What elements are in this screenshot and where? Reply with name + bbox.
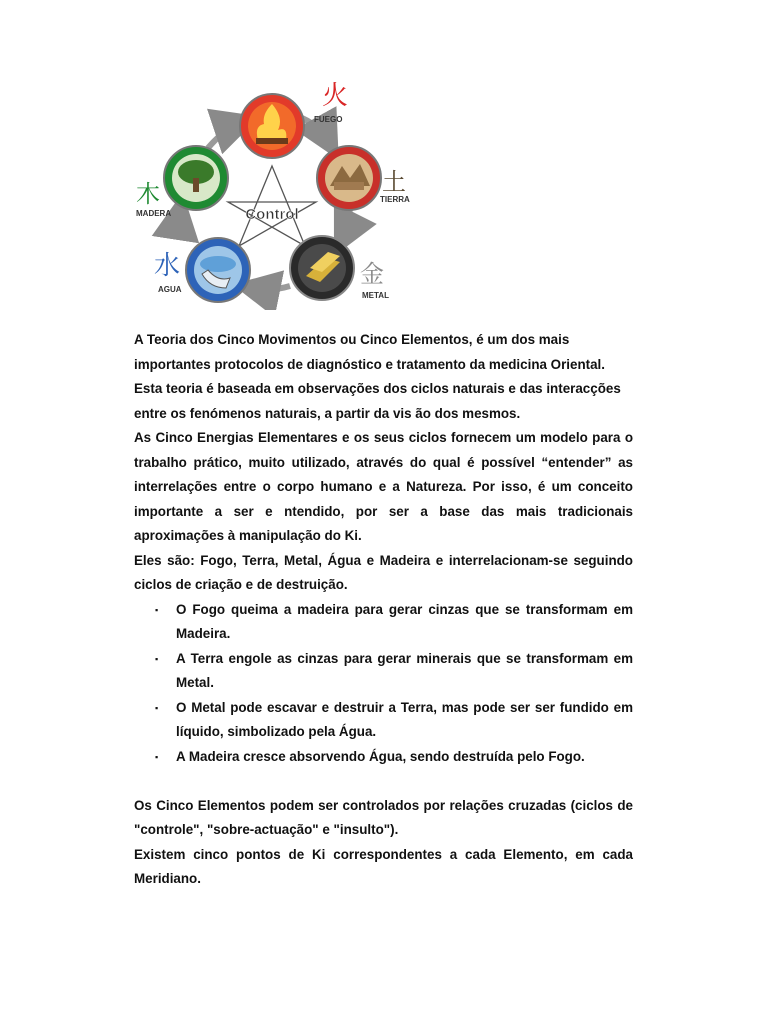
element-metal [290, 236, 389, 300]
element-fuego [240, 81, 348, 158]
list-item: ▪ O Metal pode escavar e destruir a Terra, mas pode ser ser fundido em líquido, simbolizado pela Água. [134, 696, 633, 745]
tierra-label: TIERRA [380, 195, 410, 204]
fuego-glyph: 火 [322, 81, 349, 111]
water-icon [200, 256, 236, 272]
metal-glyph: 金 [360, 260, 384, 288]
madera-label: MADERA [136, 209, 172, 218]
bullet-icon: ▪ [155, 751, 159, 762]
bullet-list [134, 598, 633, 770]
bullet-icon: ▪ [155, 604, 159, 615]
arrow-metal-to-agua [250, 286, 290, 290]
paragraph-energies: As Cinco Energias Elementares e os seus ciclos fornecem um modelo para o trabalho prático, muito utilizado, através do qual é possível “entender” as interrelações entre o corpo humano e a Natureza. Por isso, é um conceito importante a ser e ntendido, por ser a base das mais tradicionais aproximações à manipulação do Ki. [134, 430, 633, 543]
paragraph-elements: Eles são: Fogo, Terra, Metal, Água e Madeira e interrelacionam-se seguindo ciclos de criação e de destruição. [134, 552, 633, 592]
agua-label: AGUA [158, 285, 182, 294]
madera-glyph: 木 [136, 180, 160, 208]
paragraph-ki-points: Existem cinco pontos de Ki correspondentes a cada Elemento, em cada Meridiano. [134, 846, 633, 886]
paragraph-control: Os Cinco Elementos podem ser controlados por relações cruzadas (ciclos de "controle", "sobre-actuação" e "insulto"). [134, 797, 633, 837]
element-madera [136, 146, 228, 218]
control-label: Control [245, 206, 299, 223]
tierra-glyph: 土 [382, 168, 406, 196]
element-agua [154, 238, 250, 302]
list-item: ▪ A Madeira cresce absorvendo Água, sendo destruída pelo Fogo. [134, 745, 633, 770]
bullet-icon: ▪ [155, 702, 159, 713]
list-item: ▪ O Fogo queima a madeira para gerar cinzas que se transformam em Madeira. [134, 598, 633, 647]
metal-label: METAL [362, 291, 389, 300]
arrow-tierra-to-metal [342, 208, 350, 240]
agua-glyph: 水 [154, 251, 181, 281]
element-tierra [317, 146, 410, 210]
arrow-madera-to-fuego [208, 122, 243, 148]
paragraph-intro: A Teoria dos Cinco Movimentos ou Cinco Elementos, é um dos mais importantes protocolos de diagnóstico e tratamento da medicina Oriental. Esta teoria é baseada em observações dos ciclos naturais e das interacções entre os fenómenos naturais, a partir da vis ão dos mesmos. [134, 332, 621, 421]
arrow-agua-to-madera [180, 210, 185, 238]
five-elements-diagram [130, 78, 415, 310]
list-item: ▪ A Terra engole as cinzas para gerar minerais que se transformam em Metal. [134, 647, 633, 696]
bullet-icon: ▪ [155, 653, 159, 664]
document-body [134, 328, 633, 892]
fuego-label: FUEGO [314, 115, 343, 124]
